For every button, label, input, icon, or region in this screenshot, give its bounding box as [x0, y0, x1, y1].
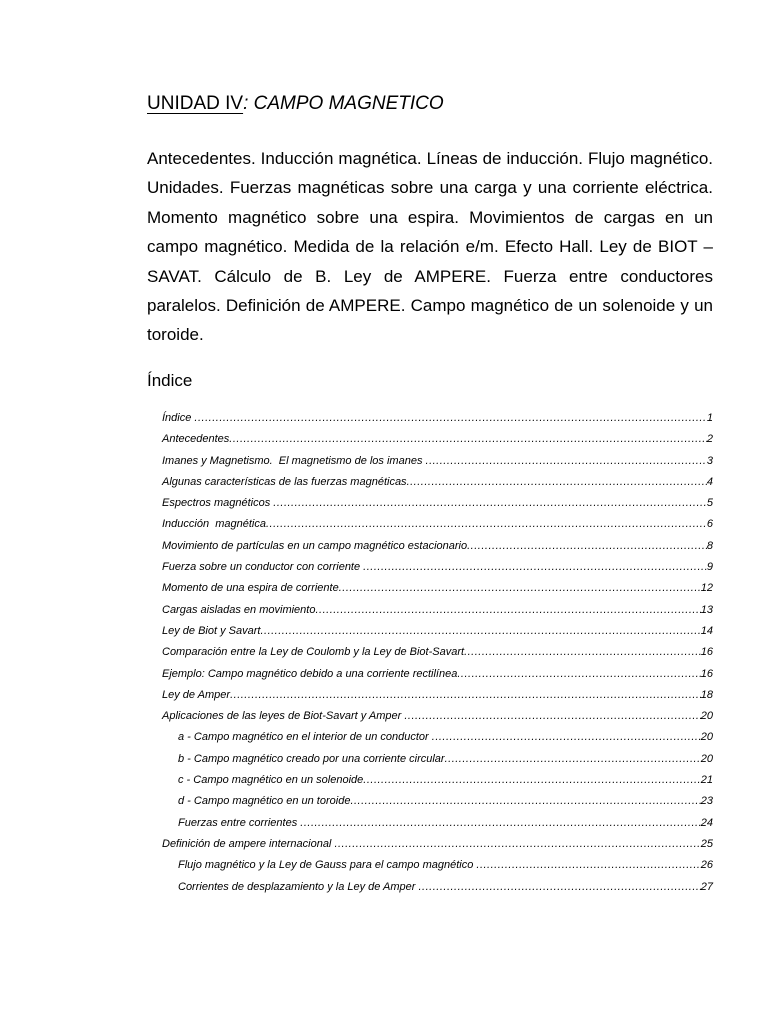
- toc-entry-page: 8: [706, 539, 713, 552]
- toc-entry-label: d - Campo magnético en un toroide: [178, 795, 351, 808]
- toc-entry-label: Imanes y Magnetismo. El magnetismo de los imanes: [162, 454, 426, 467]
- toc-entry-page: 5: [706, 497, 713, 510]
- toc-entry[interactable]: [162, 578, 713, 599]
- toc-dot-leader: [266, 514, 707, 535]
- toc-dot-leader: [467, 536, 707, 557]
- toc-dot-leader: [432, 727, 701, 748]
- toc-entry[interactable]: [162, 600, 713, 621]
- toc-dot-leader: [315, 600, 700, 621]
- toc-entry-page: 20: [700, 710, 713, 723]
- toc-dot-leader: [260, 621, 700, 642]
- toc-entry-page: 13: [700, 603, 713, 616]
- toc-entry-label: Índice: [162, 412, 195, 424]
- toc-entry[interactable]: [162, 727, 713, 748]
- toc-entry-label: Algunas características de las fuerzas magnéticas: [162, 475, 407, 488]
- toc-entry[interactable]: [162, 621, 713, 642]
- toc-entry-label: Flujo magnético y la Ley de Gauss para el campo magnético: [178, 859, 477, 872]
- unit-number: UNIDAD IV: [147, 93, 244, 114]
- toc-entry-label: Ley de Amper: [162, 688, 231, 701]
- toc-entry-page: 1: [706, 412, 713, 424]
- toc-dot-leader: [229, 429, 707, 450]
- unit-subject: : CAMPO MAGNETICO: [243, 93, 444, 114]
- toc-dot-leader: [230, 685, 701, 706]
- toc-entry-page: 21: [700, 774, 713, 787]
- toc-entry-label: Cargas aisladas en movimiento: [162, 603, 316, 616]
- toc-entry-label: Ejemplo: Campo magnético debido a una corriente rectilínea: [162, 667, 458, 680]
- toc-entry-page: 9: [706, 561, 713, 574]
- toc-entry[interactable]: [162, 749, 713, 770]
- toc-entry-page: 20: [700, 731, 713, 744]
- toc-dot-leader: [404, 706, 700, 727]
- toc-entry-label: Definición de ampere internacional: [162, 837, 335, 850]
- toc-entry-page: 4: [706, 475, 713, 488]
- toc-dot-leader: [339, 578, 701, 599]
- toc-entry[interactable]: [162, 472, 713, 493]
- toc-entry[interactable]: [162, 791, 713, 812]
- toc-entry-page: 16: [700, 667, 713, 680]
- toc-entry[interactable]: [162, 706, 713, 727]
- unit-summary: Antecedentes. Inducción magnética. Líneas de inducción. Flujo magnético. Unidades. Fuerzas magnéticas sobre una carga y una corriente eléctrica. Momento magnético sobre una espira. Movimientos de cargas en un campo magnético. Medida de la relación e/m. Efecto Hall. Ley de BIOT – SAVAT. Cálculo de B. Ley de AMPERE. Fuerza entre conductores paralelos. Definición de AMPERE. Campo magnético de un solenoide y un toroide.: [147, 149, 713, 345]
- toc-entry-page: 23: [700, 795, 713, 808]
- toc-dot-leader: [464, 642, 701, 663]
- toc-dot-leader: [273, 493, 707, 514]
- toc-entry-label: Movimiento de partículas en un campo magnético estacionario: [162, 539, 468, 552]
- toc-entry[interactable]: [162, 834, 713, 855]
- toc-entry-label: Ley de Biot y Savart: [162, 624, 261, 637]
- toc-entry-page: 18: [700, 688, 713, 701]
- toc-entry-label: Inducción magnética: [162, 518, 266, 531]
- toc-entry[interactable]: [162, 685, 713, 706]
- toc-dot-leader: [194, 408, 706, 429]
- toc-dot-leader: [350, 791, 700, 812]
- toc-entry-page: 3: [706, 454, 713, 467]
- unit-heading: [147, 90, 444, 118]
- toc-entry-page: 6: [706, 518, 713, 531]
- toc-entry-label: Comparación entre la Ley de Coulomb y la Ley de Biot-Savart: [162, 646, 465, 659]
- toc-entry[interactable]: [162, 664, 713, 685]
- toc-entry-label: c - Campo magnético en un solenoide: [178, 774, 364, 787]
- toc-entry[interactable]: [162, 536, 713, 557]
- index-title: Índice: [147, 371, 193, 390]
- toc-dot-leader: [363, 557, 707, 578]
- toc-dot-leader: [476, 855, 700, 876]
- toc-entry[interactable]: [162, 514, 713, 535]
- toc-entry-page: 16: [700, 646, 713, 659]
- toc-entry-label: Fuerzas entre corrientes: [178, 816, 301, 829]
- toc-entry[interactable]: [162, 855, 713, 876]
- toc-entry-page: 24: [700, 816, 713, 829]
- toc-entry-label: Aplicaciones de las leyes de Biot-Savart y Amper: [162, 710, 405, 723]
- toc-dot-leader: [445, 749, 701, 770]
- toc-dot-leader: [419, 877, 701, 898]
- toc-entry[interactable]: [162, 813, 713, 834]
- toc-dot-leader: [426, 451, 707, 472]
- toc-dot-leader: [334, 834, 700, 855]
- toc-dot-leader: [457, 664, 700, 685]
- toc-entry-label: Espectros magnéticos: [162, 497, 274, 510]
- toc-entry-label: Corrientes de desplazamiento y la Ley de Amper: [178, 880, 419, 893]
- toc-entry-label: a - Campo magnético en el interior de un conductor: [178, 731, 432, 744]
- toc-entry-page: 20: [700, 752, 713, 765]
- toc-entry-label: b - Campo magnético creado por una corriente circular: [178, 752, 445, 765]
- toc-entry-label: Momento de una espira de corriente: [162, 582, 339, 595]
- toc-entry[interactable]: [162, 770, 713, 791]
- toc-dot-leader: [407, 472, 707, 493]
- toc-entry[interactable]: [162, 877, 713, 898]
- toc-entry-page: 2: [706, 433, 713, 446]
- toc-dot-leader: [300, 813, 700, 834]
- toc-entry[interactable]: [162, 493, 713, 514]
- toc-entry[interactable]: [162, 451, 713, 472]
- toc-entry-label: Antecedentes: [162, 433, 230, 446]
- toc-entry-page: 12: [700, 582, 713, 595]
- toc-entry[interactable]: [162, 642, 713, 663]
- toc-entry-page: 14: [700, 624, 713, 637]
- toc-entry-page: 27: [700, 880, 713, 893]
- toc-entry[interactable]: [162, 557, 713, 578]
- toc-entry[interactable]: [162, 429, 713, 450]
- toc-entry-page: 26: [700, 859, 713, 872]
- table-of-contents: [162, 408, 713, 898]
- toc-entry-label: Fuerza sobre un conductor con corriente: [162, 561, 364, 574]
- toc-dot-leader: [363, 770, 700, 791]
- toc-entry-page: 25: [700, 837, 713, 850]
- toc-entry[interactable]: [162, 408, 713, 429]
